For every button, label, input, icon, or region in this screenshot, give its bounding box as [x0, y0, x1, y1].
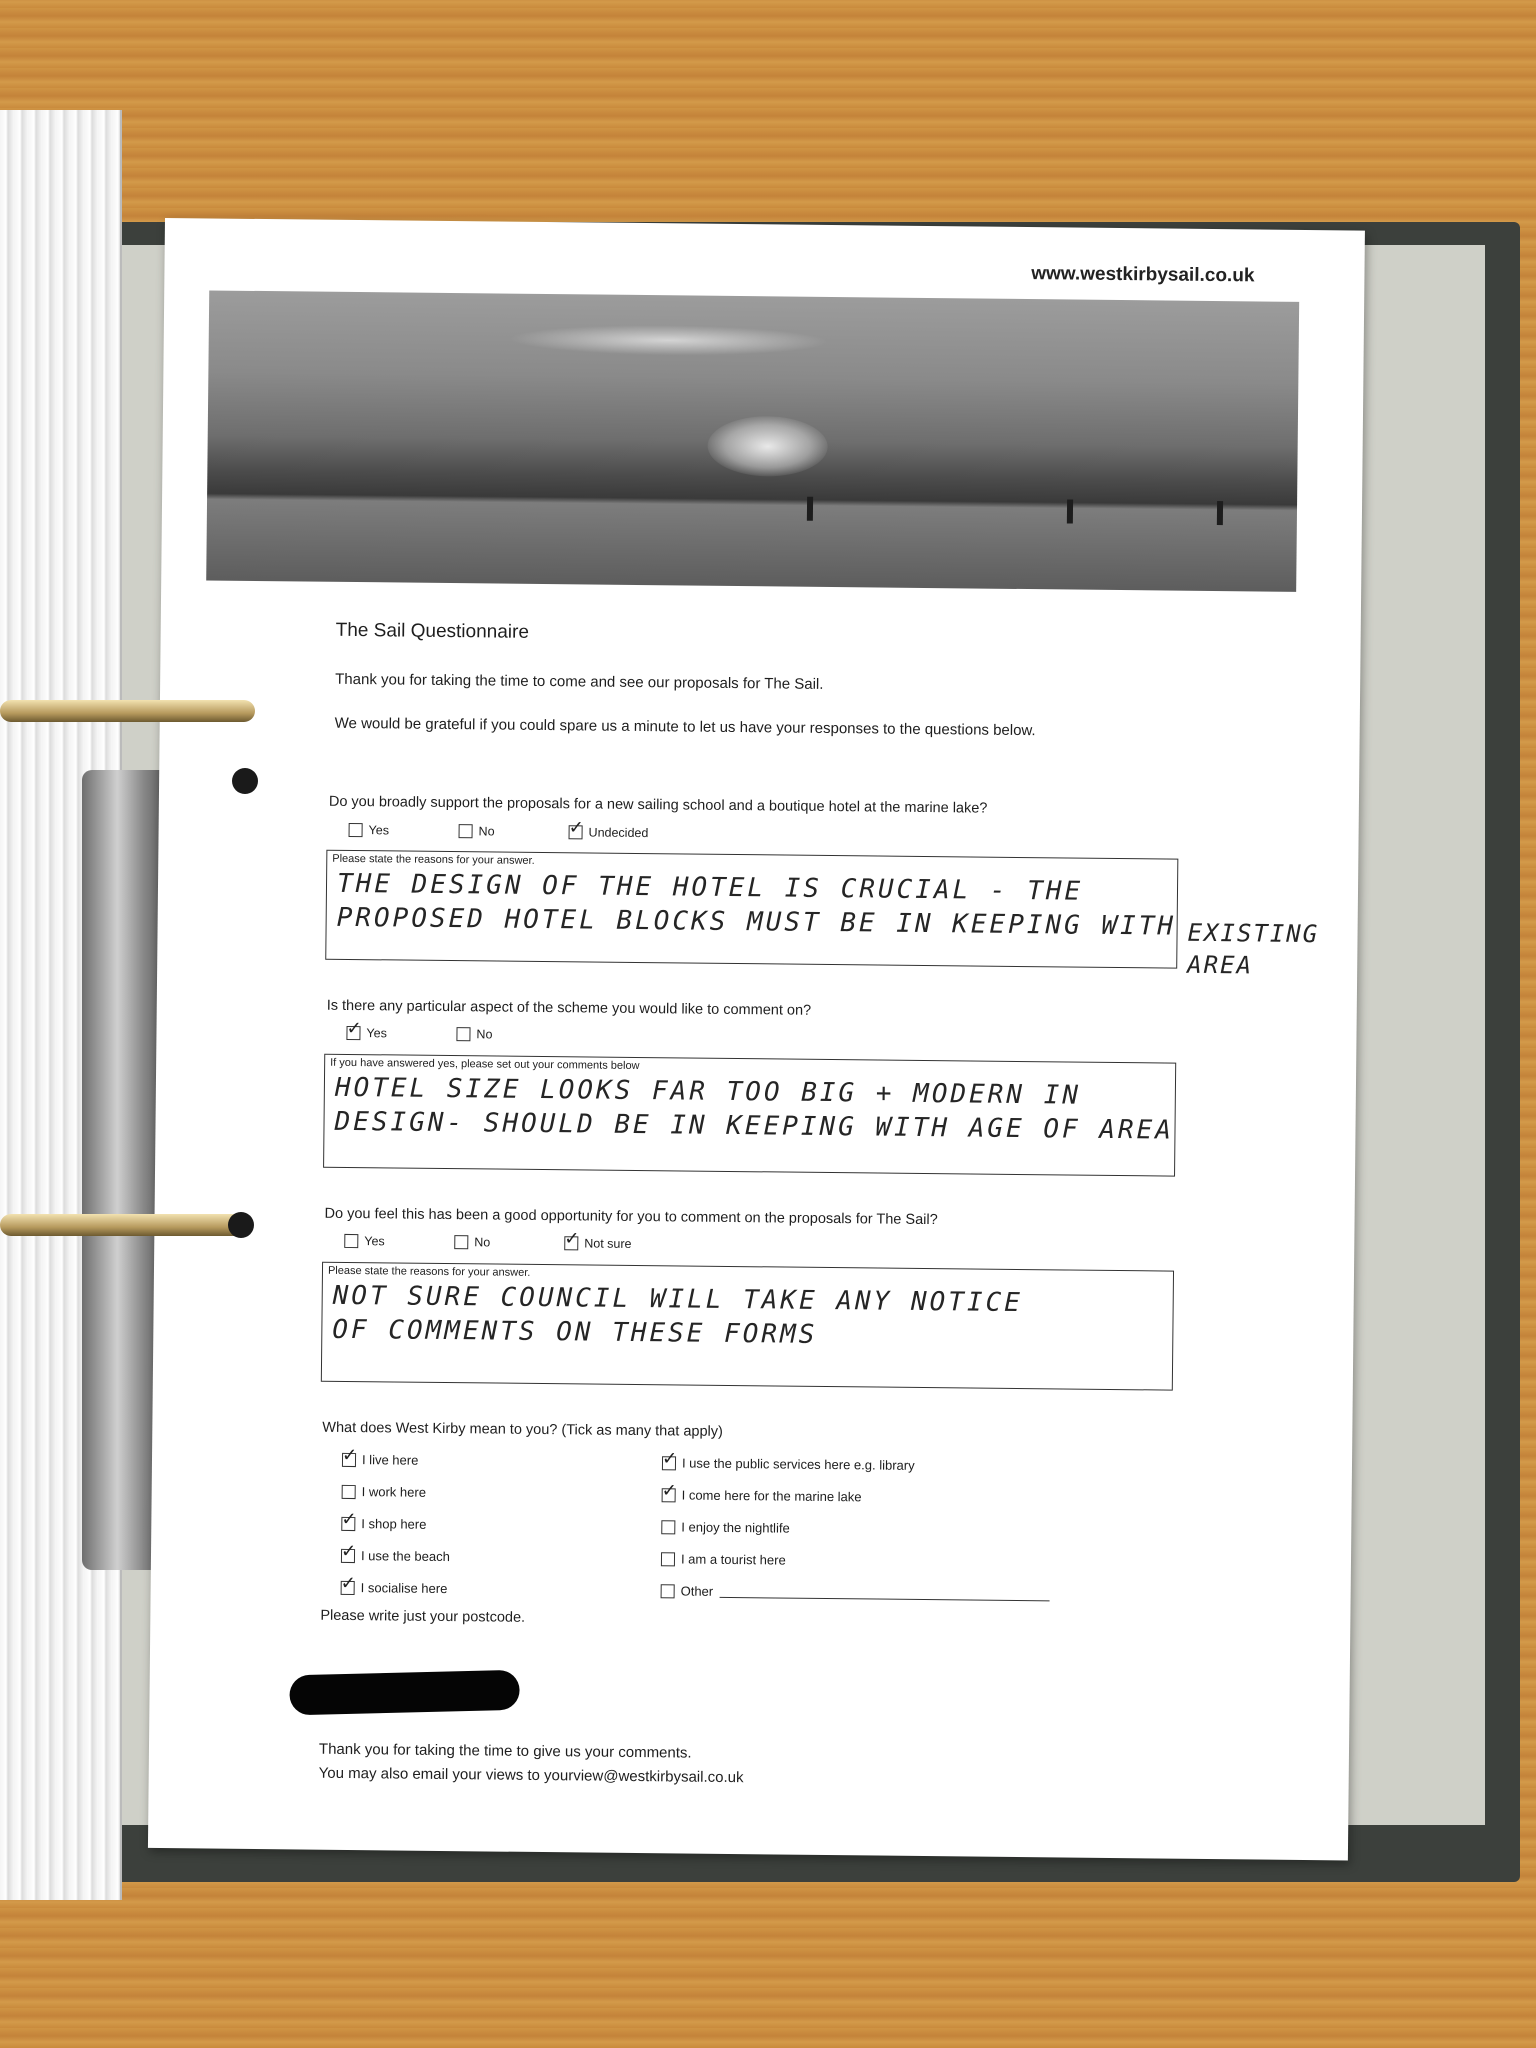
- footer-email: You may also email your views to yourview@westkirbysail.co.uk: [318, 1764, 744, 1787]
- q2-answer-box[interactable]: If you have answered yes, please set out your comments below HOTEL SIZE LOOKS FAR TOO BIG + MODERN IN DESIGN- SHOULD BE IN KEEPING WITH AGE OF AREA: [323, 1054, 1176, 1177]
- q2-option-yes[interactable]: ✓ Yes: [346, 1026, 387, 1040]
- option-label: I am a tourist here: [680, 1551, 786, 1568]
- option-label: I come here for the marine lake: [681, 1487, 862, 1505]
- page-title: The Sail Questionnaire: [335, 619, 530, 643]
- question-4: What does West Kirby mean to you? (Tick as many that apply): [322, 1419, 723, 1440]
- checkbox[interactable]: [349, 823, 363, 837]
- binder-ring-end: [228, 1212, 254, 1238]
- option-label: I live here: [361, 1452, 419, 1468]
- q4-option[interactable]: [341, 1548, 450, 1564]
- q4-option[interactable]: [342, 1452, 419, 1468]
- handwritten-answer: OF COMMENTS ON THESE FORMS: [332, 1314, 818, 1350]
- checkbox[interactable]: [342, 1484, 356, 1498]
- q4-option[interactable]: [342, 1484, 426, 1500]
- option-label: I use the beach: [360, 1548, 450, 1565]
- redacted-postcode: [289, 1670, 520, 1716]
- option-label: I use the public services here e.g. library: [681, 1455, 915, 1473]
- person-figure: [1067, 499, 1073, 523]
- handwritten-answer: HOTEL SIZE LOOKS FAR TOO BIG + MODERN IN: [334, 1072, 1082, 1111]
- handwritten-answer: DESIGN- SHOULD BE IN KEEPING WITH AGE OF AREA: [334, 1106, 1175, 1146]
- q3-answer-box[interactable]: Please state the reasons for your answer. NOT SURE COUNCIL WILL TAKE ANY NOTICE OF COMMENTS ON THESE FORMS: [321, 1262, 1174, 1391]
- q4-option[interactable]: [341, 1516, 426, 1532]
- question-3: Do you feel this has been a good opportunity for you to comment on the proposals for The Sail?: [324, 1205, 938, 1229]
- binder-ring-top: [0, 700, 255, 722]
- q1-option-no[interactable]: No: [459, 824, 495, 838]
- footer-thanks: Thank you for taking the time to give us your comments.: [318, 1740, 692, 1762]
- question-1: Do you broadly support the proposals for a new sailing school and a boutique hotel at the marine lake?: [328, 793, 988, 817]
- postcode-prompt: Please write just your postcode.: [320, 1607, 526, 1626]
- handwritten-answer: NOT SURE COUNCIL WILL TAKE ANY NOTICE: [332, 1280, 1024, 1319]
- binder-ring-bottom: [0, 1214, 245, 1236]
- q1-option-undecided[interactable]: ✓ Undecided: [569, 825, 649, 840]
- q4-option[interactable]: [661, 1583, 1050, 1602]
- person-figure: [1217, 501, 1223, 525]
- other-input-line[interactable]: [719, 1585, 1049, 1601]
- q3-option-yes[interactable]: Yes: [344, 1234, 385, 1248]
- option-label: I enjoy the nightlife: [681, 1519, 790, 1536]
- question-2: Is there any particular aspect of the scheme you would like to comment on?: [326, 997, 812, 1019]
- q3-option-no[interactable]: No: [454, 1235, 490, 1249]
- q4-option[interactable]: [662, 1455, 915, 1473]
- checkbox[interactable]: [662, 1456, 676, 1470]
- checkbox[interactable]: [662, 1488, 676, 1502]
- checkbox[interactable]: [341, 1580, 355, 1594]
- q1-answer-box[interactable]: Please state the reasons for your answer. THE DESIGN OF THE HOTEL IS CRUCIAL - THE PROPOSED HOTEL BLOCKS MUST BE IN KEEPING WITH: [325, 850, 1178, 969]
- checkbox[interactable]: [569, 825, 583, 839]
- checkbox[interactable]: [661, 1584, 675, 1598]
- checkbox[interactable]: [344, 1234, 358, 1248]
- checkbox[interactable]: [341, 1516, 355, 1530]
- option-label: Other: [680, 1583, 714, 1599]
- margin-note: AREA: [1187, 950, 1254, 980]
- checkbox[interactable]: [456, 1027, 470, 1041]
- q4-option[interactable]: [341, 1580, 448, 1596]
- checkbox[interactable]: [454, 1235, 468, 1249]
- questionnaire-page: [148, 218, 1365, 1860]
- website-url: www.westkirbysail.co.uk: [1031, 263, 1255, 287]
- handwritten-answer: THE DESIGN OF THE HOTEL IS CRUCIAL - THE: [336, 868, 1084, 907]
- q4-option[interactable]: [661, 1519, 790, 1535]
- person-figure: [807, 497, 813, 521]
- checkbox[interactable]: [661, 1552, 675, 1566]
- checkbox[interactable]: [346, 1026, 360, 1040]
- handwritten-answer: PROPOSED HOTEL BLOCKS MUST BE IN KEEPING WITH: [336, 902, 1177, 942]
- checkbox[interactable]: [564, 1236, 578, 1250]
- q4-option[interactable]: [662, 1487, 862, 1504]
- q2-option-no[interactable]: No: [456, 1027, 492, 1041]
- q3-option-not-sure[interactable]: ✓ Not sure: [564, 1236, 631, 1251]
- intro-text-2: We would be grateful if you could spare us a minute to let us have your responses to the questions below.: [334, 714, 1036, 740]
- header-photo: [206, 290, 1299, 591]
- intro-text: Thank you for taking the time to come and see our proposals for The Sail.: [335, 670, 824, 693]
- checkbox[interactable]: [342, 1452, 356, 1466]
- checkbox[interactable]: [459, 824, 473, 838]
- option-label: I work here: [361, 1484, 427, 1500]
- option-label: I socialise here: [360, 1580, 448, 1597]
- checkbox[interactable]: [341, 1548, 355, 1562]
- q4-option[interactable]: [661, 1551, 786, 1567]
- margin-note: EXISTING: [1187, 918, 1320, 949]
- binder-ring-end: [232, 768, 258, 794]
- option-label: I shop here: [361, 1516, 427, 1532]
- q1-option-yes[interactable]: Yes: [349, 823, 390, 837]
- checkbox[interactable]: [661, 1520, 675, 1534]
